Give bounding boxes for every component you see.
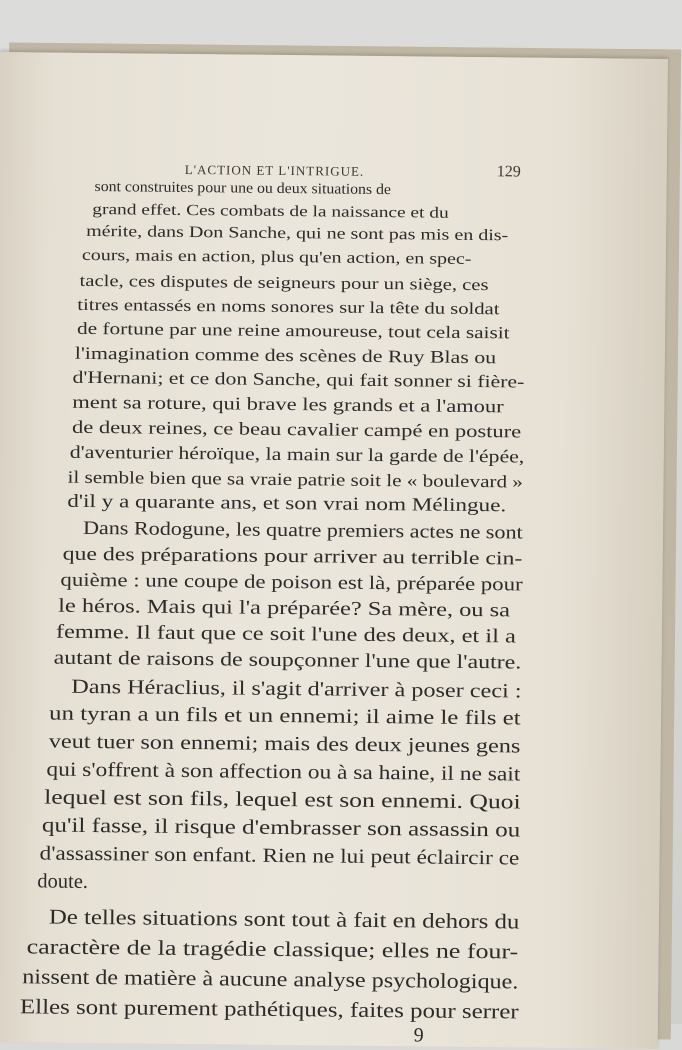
text-line: le héros. Mais qui l'a préparée? Sa mère, ou sa: [58, 595, 511, 622]
book-page: [0, 52, 668, 1049]
text-line: sont construites pour une ou deux situations de: [94, 178, 392, 199]
text-line: un tyran a un fils et un ennemi; il aime le fils et: [48, 702, 521, 730]
text-line: femme. Il faut que ce soit l'une des deux, et il a: [55, 621, 516, 648]
text-line: l'imagination comme des scènes de Ruy Blas ou: [74, 342, 497, 368]
text-line: qui s'offrent à son affection ou à sa haine, il ne sait: [46, 758, 521, 786]
text-line: autant de raisons de soupçonner l'une que l'autre.: [53, 647, 522, 674]
text-line: caractère de la tragédie classique; elles ne four-: [26, 934, 519, 964]
text-line: qu'il fasse, il risque d'embrasser son assassin ou: [41, 814, 521, 842]
text-line: quième : une coupe de poison est là, préparée pour: [60, 569, 523, 596]
text-line: lequel est son fils, lequel est son ennemi. Quoi: [44, 786, 521, 814]
text-line: de fortune par une reine amoureuse, tout cela saisit: [77, 318, 510, 343]
text-line: doute.: [37, 870, 89, 893]
text-line: nissent de matière à aucune analyse psychologique.: [22, 964, 519, 994]
signature-mark: 9: [413, 1024, 424, 1047]
page-number: 129: [496, 163, 521, 181]
text-line: il semble bien que sa vraie patrie soit le « boulevard »: [67, 466, 524, 492]
text-line: De telles situations sont tout à fait en dehors du: [48, 904, 520, 934]
running-head-title: L'ACTION ET L'INTRIGUE.: [184, 161, 365, 179]
text-line: Dans Héraclius, il s'agit d'arriver à poser ceci :: [71, 675, 522, 703]
text-line: de deux reines, ce beau cavalier campé en posture: [71, 416, 522, 442]
text-line: Dans Rodogune, les quatre premiers actes ne sont: [82, 517, 523, 544]
text-line: veut tuer son ennemi; mais des deux jeunes gens: [48, 730, 521, 758]
text-line: ment sa roture, qui brave les grands et a l'amour: [72, 391, 504, 417]
text-line: d'assassiner son enfant. Rien ne lui peut éclaircir ce: [39, 842, 520, 870]
text-line: Elles sont purement pathétiques, faites pour serrer: [19, 994, 519, 1024]
text-line: grand effet. Ces combats de la naissance et du: [92, 200, 449, 222]
text-line: d'il y a quarante ans, et son vrai nom Mélingue.: [67, 491, 507, 517]
text-line: tacle, ces disputes de seigneurs pour un siège, ces: [79, 270, 489, 295]
text-line: d'aventurier héroïque, la main sur la garde de l'épée,: [69, 441, 525, 467]
text-line: cours, mais en action, plus qu'en action, en spec-: [81, 246, 472, 268]
text-line: titres entassés en noms sonores sur la tête du soldat: [77, 294, 500, 319]
text-line: que des préparations pour arriver au terrible cin-: [62, 543, 523, 570]
running-head: [159, 161, 521, 181]
text-line: d'Hernani; et ce don Sanche, qui fait sonner si fière-: [72, 366, 525, 392]
text-line: mérite, dans Don Sanche, qui ne sont pas mis en dis-: [86, 222, 509, 245]
